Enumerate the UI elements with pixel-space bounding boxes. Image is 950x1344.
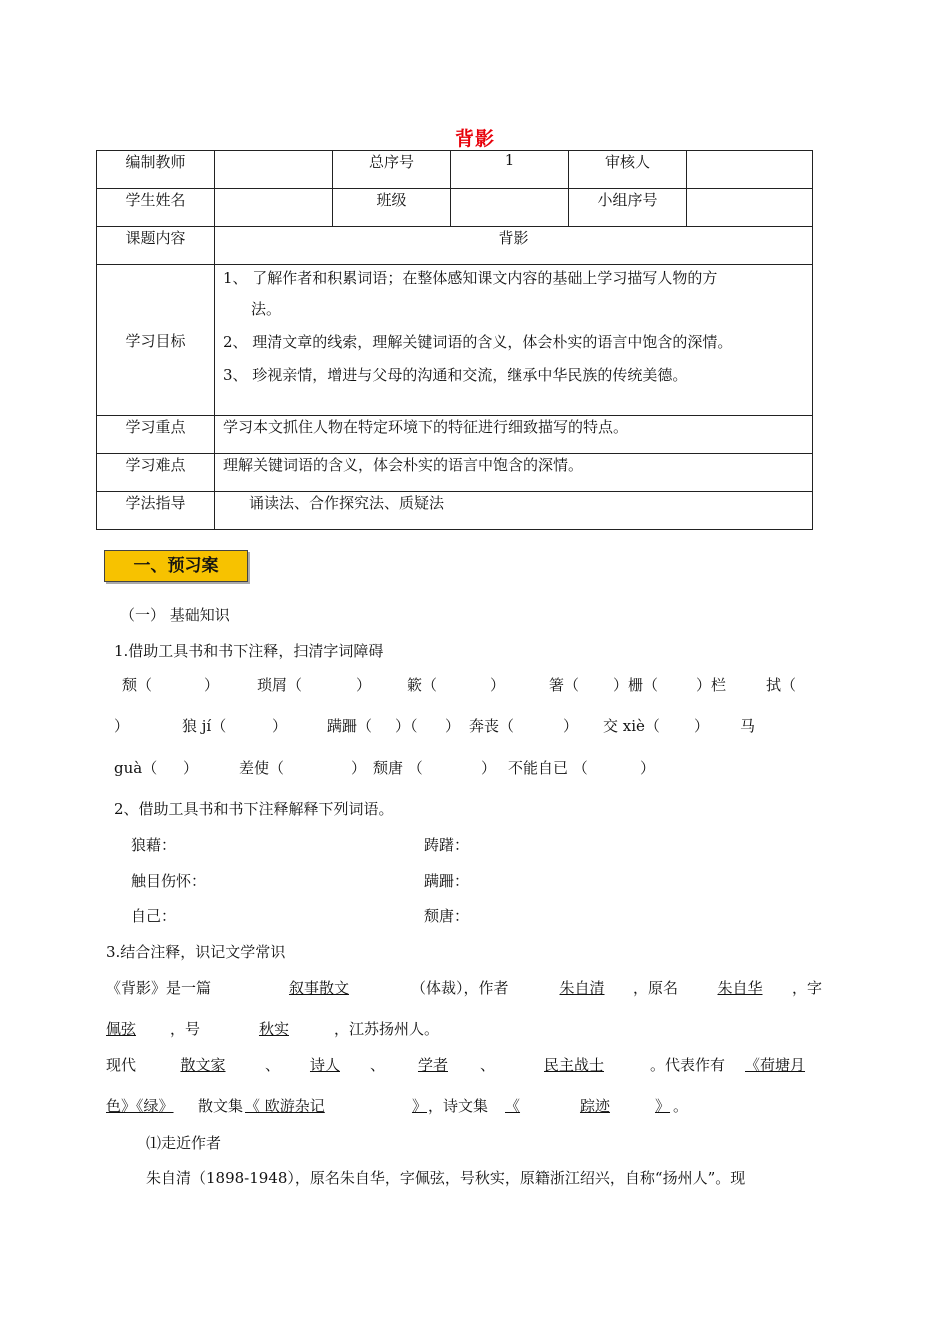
fill-answer: 佩弦 bbox=[106, 1020, 137, 1038]
vocab-item: ） bbox=[272, 717, 288, 735]
teacher-value bbox=[215, 151, 333, 189]
vocab-item: 不能自已 （ bbox=[508, 759, 588, 777]
vocab-item: 奔丧（ bbox=[469, 717, 515, 735]
fill-answer: 《荷塘月 bbox=[745, 1056, 806, 1074]
info-table bbox=[96, 150, 813, 530]
label-reviewer: 审核人 bbox=[569, 151, 687, 189]
fill-text: ，原名 bbox=[633, 979, 679, 997]
question-1: 1.借助工具书和书下注释，扫清字词障碍 bbox=[114, 642, 384, 660]
goals-list bbox=[215, 265, 813, 416]
term-label: 自己： bbox=[131, 907, 177, 925]
fill-answer: 色》《绿》 bbox=[106, 1097, 174, 1115]
term-label: 狼藉： bbox=[131, 836, 177, 854]
fill-answer: 《 欧游杂记 bbox=[245, 1097, 325, 1115]
vocab-item: ） bbox=[481, 759, 497, 777]
vocab-item: ） bbox=[640, 759, 656, 777]
vocab-item: ） bbox=[204, 676, 220, 694]
vocab-item: ）（ bbox=[395, 717, 418, 735]
goal-item: 1、 了解作者和积累词语；在整体感知课文内容的基础上学习描写人物的方 bbox=[223, 269, 718, 287]
term-label: 颓唐： bbox=[424, 907, 470, 925]
vocab-item: guà（ bbox=[114, 759, 158, 777]
vocab-item: 簌（ bbox=[407, 676, 438, 694]
term-label: 踌躇： bbox=[424, 836, 470, 854]
method-value: 诵读法、合作探究法、质疑法 bbox=[215, 492, 813, 530]
section-banner: 一、预习案 bbox=[104, 550, 248, 582]
fill-answer: 朱自清 bbox=[559, 979, 605, 997]
fill-answer: 《 bbox=[505, 1097, 521, 1115]
vocab-item: ） bbox=[114, 717, 130, 735]
fill-answer: 诗人 bbox=[309, 1056, 340, 1074]
fill-answer: 》 bbox=[655, 1097, 671, 1115]
fill-text: ，字 bbox=[792, 979, 823, 997]
fill-text: 。 bbox=[673, 1097, 689, 1115]
vocab-item: ） bbox=[183, 759, 199, 777]
vocab-item: 交 xiè（ bbox=[603, 717, 660, 735]
fill-answer: 朱自华 bbox=[717, 979, 763, 997]
student-value bbox=[215, 189, 333, 227]
fill-answer: 民主战士 bbox=[543, 1056, 604, 1074]
vocab-item: ）栅（ bbox=[613, 676, 659, 694]
label-difficulty: 学习难点 bbox=[97, 454, 215, 492]
fill-answer: 散文家 bbox=[180, 1056, 226, 1074]
vocab-item: ）栏 bbox=[696, 676, 727, 694]
vocab-item: 颓（ bbox=[122, 676, 153, 694]
label-method: 学法指导 bbox=[97, 492, 215, 530]
label-topic: 课题内容 bbox=[97, 227, 215, 265]
fill-text: ，号 bbox=[170, 1020, 201, 1038]
topic-value: 背影 bbox=[215, 227, 813, 265]
goal-item: 3、 珍视亲情，增进与父母的沟通和交流，继承中华民族的传统美德。 bbox=[223, 366, 688, 384]
fill-text: 、 bbox=[370, 1056, 386, 1074]
page-title: 背影 bbox=[454, 128, 495, 150]
fill-answer: 叙事散文 bbox=[288, 979, 349, 997]
term-label: 蹒跚： bbox=[424, 872, 470, 890]
author-paragraph: 朱自清（1898-1948），原名朱自华，字佩弦，号秋实，原籍浙江绍兴，自称“扬州人”。现 bbox=[146, 1169, 746, 1187]
label-teacher: 编制教师 bbox=[97, 151, 215, 189]
question-3: 3.结合注释，识记文学常识 bbox=[106, 943, 286, 961]
label-goals: 学习目标 bbox=[97, 265, 215, 416]
label-focus: 学习重点 bbox=[97, 416, 215, 454]
difficulty-value: 理解关键词语的含义，体会朴实的语言中饱含的深情。 bbox=[215, 454, 813, 492]
group-value bbox=[687, 189, 813, 227]
goal-item: 法。 bbox=[251, 300, 282, 318]
fill-text: 《背影》是一篇 bbox=[106, 979, 212, 997]
label-class: 班级 bbox=[333, 189, 451, 227]
vocab-item: ） bbox=[563, 717, 579, 735]
fill-text: 、 bbox=[265, 1056, 281, 1074]
fill-answer: 踪迹 bbox=[579, 1097, 610, 1115]
fill-text: 现代 bbox=[106, 1056, 137, 1074]
vocab-item: ） bbox=[490, 676, 506, 694]
fill-text: 散文集 bbox=[198, 1097, 244, 1115]
vocab-item: ） bbox=[445, 717, 461, 735]
vocab-item: 箸（ bbox=[549, 676, 580, 694]
vocab-item: 狼 jí（ bbox=[182, 717, 227, 735]
serial-value: 1 bbox=[451, 151, 569, 189]
fill-answer: 》 bbox=[411, 1097, 427, 1115]
fill-text: 。代表作有 bbox=[650, 1056, 726, 1074]
author-heading: ⑴走近作者 bbox=[146, 1134, 222, 1152]
vocab-item: ） bbox=[694, 717, 710, 735]
fill-text: 、 bbox=[480, 1056, 496, 1074]
label-serial: 总序号 bbox=[333, 151, 451, 189]
label-student: 学生姓名 bbox=[97, 189, 215, 227]
vocab-item: 蹒跚（ bbox=[327, 717, 373, 735]
question-2: 2、借助工具书和书下注释解释下列词语。 bbox=[114, 800, 394, 818]
vocab-item: 差使（ bbox=[239, 759, 285, 777]
reviewer-value bbox=[687, 151, 813, 189]
goal-item: 2、 理清文章的线索，理解关键词语的含义，体会朴实的语言中饱含的深情。 bbox=[223, 333, 733, 351]
label-group: 小组序号 bbox=[569, 189, 687, 227]
vocab-item: 马 bbox=[740, 717, 756, 735]
term-label: 触目伤怀： bbox=[131, 872, 207, 890]
vocab-item: 琐屑（ bbox=[257, 676, 303, 694]
focus-value: 学习本文抓住人物在特定环境下的特征进行细致描写的特点。 bbox=[215, 416, 813, 454]
vocab-item: ） bbox=[351, 759, 367, 777]
subsection-heading: （一） 基础知识 bbox=[120, 606, 230, 624]
fill-answer: 学者 bbox=[417, 1056, 448, 1074]
fill-answer: 秋实 bbox=[258, 1020, 289, 1038]
class-value bbox=[451, 189, 569, 227]
vocab-item: ） bbox=[356, 676, 372, 694]
fill-text: ，诗文集 bbox=[428, 1097, 489, 1115]
vocab-item: 颓唐 （ bbox=[373, 759, 423, 777]
fill-text: （体裁），作者 bbox=[411, 979, 509, 997]
fill-text: ，江苏扬州人。 bbox=[334, 1020, 440, 1038]
vocab-item: 拭（ bbox=[766, 676, 797, 694]
